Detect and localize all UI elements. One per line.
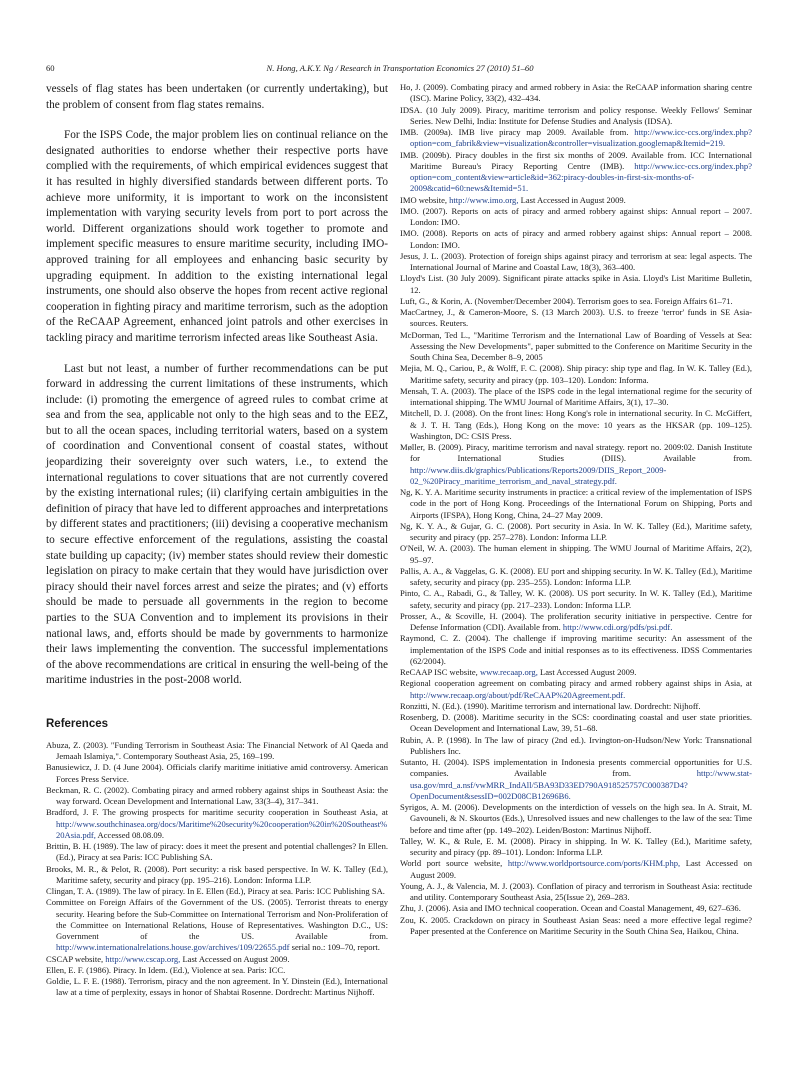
reference-entry: Goldie, L. F. E. (1988). Terrorism, piracy and the non agreement. In Y. Dinstein (Ed.), International law at a time of perplexity, essays in honor of Shabtai Rosenne. Dordrecht: Martinus Nijhoff. [46, 976, 388, 998]
reference-link[interactable]: http://www.recaap.org/about/pdf/ReCAAP%20Agreement.pdf. [410, 689, 626, 700]
reference-entry: Rosenberg, D. (2008). Maritime security in the SCS: coordinating coastal and user state priorities. Ocean Development and International Law, 39, 51–68. [400, 712, 752, 734]
references-heading: References [46, 717, 109, 730]
reference-entry: Talley, W. K., & Rule, E. M. (2008). Piracy in shipping. In W. K. Talley (Ed.), Maritime safety, security and piracy (pp. 89–101). London: Informa LLP. [400, 835, 752, 857]
reference-entry: Luft, G., & Korin, A. (November/December 2004). Terrorism goes to sea. Foreign Affairs 61–71. [400, 295, 733, 306]
reference-entry: Ng, K. Y. A. Maritime security instruments in practice: a critical review of the implementation of ISPS code in the port of Hong Kong. Proceedings of the International Forum on Shipping, Ports and Airports (IFSPA), Hong Kong, China, 24–27 May 2009. [400, 487, 752, 520]
body-paragraph: For the ISPS Code, the major problem lies on continual reliance on the designated authorities to endorse whether their respective ports have complied with the requirements, of which empirical evidences suggest that it has resulted in highly diversified standards between different ports. To achieve more uniformity, it is important to work on the inconsistent implementation with varying security levels from port to port across the world. Different organizations should work together to promote and implement specific measures to ensure maritime security, including IMO-approved training for all employees and enhancing basic security by upgrading equipment. In addition to the existing international legal instruments, one should also observe the hopes from recent active regional cooperation in fighting piracy and maritime terrorism, such as the adoption of the ReCAAP Agreement, enhanced joint patrols and other exercises in tackling piracy and maritime terrorism infected areas like Southeast Asia. [46, 129, 388, 344]
reference-entry: Ellen, E. F. (1986). Piracy. In Idem. (Ed.), Violence at sea. Paris: ICC. [46, 964, 286, 975]
reference-entry: Bradford, J. F. The growing prospects for maritime security cooperation in Southeast Asia, at http://www.southchinasea.org/docs/Maritime%20security%20cooperation%20in%20Southeast%20Asia.pdf, Accessed 08.08.09. [46, 807, 388, 840]
body-paragraph: vessels of flag states has been undertaken (or currently undertaking), but the problem of consent from flag states remains. [46, 83, 388, 111]
reference-entry: ReCAAP ISC website, www.recaap.org, Last Accessed August 2009. [400, 667, 637, 677]
reference-entry: Brittin, B. H. (1989). The law of piracy: does it meet the present and potential challenges? In Ellen. (Ed.), Piracy at sea Paris: ICC Publishing SA. [46, 841, 388, 863]
reference-entry: O'Neil, W. A. (2003). The human element in shipping. The WMU Journal of Maritime Affairs, 2(2), 95–97. [400, 543, 752, 565]
reference-entry: CSCAP website, http://www.cscap.org, Last Accessed on August 2009. [46, 953, 290, 964]
reference-entry: Lloyd's List. (30 July 2009). Significant pirate attacks spike in Asia. Lloyd's List Maritime Bulletin, 12. [400, 273, 752, 295]
references-list-right [400, 82, 752, 937]
reference-entry: Abuza, Z. (2003). "Funding Terrorism in Southeast Asia: The Financial Network of Al Qaeda and Jemaah Islamiya,". Contemporary Southeast Asia, 25, 169–199. [46, 739, 388, 762]
reference-entry: Zhu, J. (2006). Asia and IMO technical cooperation. Ocean and Coastal Management, 49, 627–636. [400, 903, 741, 914]
reference-entry: Sutanto, H. (2004). ISPS implementation in Indonesia presents commercial opportunities for U.S. companies. Available from. http://www.stat-usa.gov/mrd_a.nsf/vwMRR_IndAll/5BA93D33ED790A918525757C000387D4?OpenDocument&sessID=002D08CB12696B6. [400, 757, 752, 801]
reference-entry: Ho, J. (2009). Combating piracy and armed robbery in Asia: the ReCAAP information sharing centre (ISC). Marine Policy, 33(2), 432–434. [400, 82, 752, 104]
reference-entry: Ronzitti, N. (Ed.). (1990). Maritime terrorism and international law. Dordrecht: Nijhoff. [400, 700, 701, 711]
right-column [400, 82, 752, 937]
reference-entry: Banusiewicz, J. D. (4 June 2004). Officials clarify maritime initiative amid controversy. American Forces Press Service. [46, 762, 388, 784]
reference-link[interactable]: http://www.stat-usa.gov/mrd_a.nsf/vwMRR_IndAll/5BA93D33ED790A918525757C000387D4?OpenDocument&sessID=002D08CB12696B6. [410, 768, 752, 801]
reference-entry: IMB. (2009b). Piracy doubles in the first six months of 2009. Available from. ICC International Maritime Bureau's Piracy Reporting Centre (IMB). http://www.icc-ccs.org/index.php?option=com_content&view=article&id=362:piracy-doubles-in-first-six-months-of-2009&catid=60:news&Itemid=51. [400, 149, 752, 194]
page-number: 60 [46, 63, 55, 73]
reference-link[interactable]: http://www.cscap.org, [105, 953, 181, 964]
reference-entry: Committee on Foreign Affairs of the Government of the US. (2005). Terrorist threats to energy security. Hearing before the Sub-Committee on International Terrorism and Non-Proliferation of the Committee on International Relations, House of Representatives. Washington D.C., US: Government of the US. Available from. http://www.internationalrelations.house.gov/archives/109/22655.pdf serial no.: 109–70, report. [46, 897, 388, 953]
reference-entry: IMO. (2007). Reports on acts of piracy and armed robbery against ships: Annual report – 2007. London: IMO. [400, 205, 752, 227]
reference-entry: IMO website, http://www.imo.org, Last Accessed in August 2009. [400, 194, 626, 205]
reference-entry: Mitchell, D. J. (2008). On the front lines: Hong Kong's role in international security. In C. McGiffert, & J. T. H. Tang (Eds.), Hong Kong on the move: 10 years as the HKSAR (pp. 109–125). Washington, DC: CSIS Press. [400, 408, 752, 441]
references-list-left [46, 740, 388, 999]
reference-link[interactable]: www.recaap.org, [479, 667, 538, 677]
reference-entry: Mejia, M. Q., Cariou, P., & Wolff, F. C. (2008). Ship piracy: ship type and flag. In W. K. Talley (Ed.), Maritime safety, security and piracy (pp. 103–120). London: Informa. [400, 363, 752, 385]
reference-link[interactable]: http://www.diis.dk/graphics/Publications/Reports2009/DIIS_Report_2009-02_%20Piracy_maritime_terrorism_and_naval_strategy.pdf. [410, 464, 667, 486]
reference-link[interactable]: http://www.internationalrelations.house.gov/archives/109/22655.pdf [56, 942, 290, 953]
running-header [46, 61, 754, 75]
reference-entry: IMO. (2008). Reports on acts of piracy and armed robbery against ships: Annual report – 2008. London: IMO. [400, 228, 752, 250]
reference-entry: Regional cooperation agreement on combating piracy and armed robbery against ships in Asia, at http://www.recaap.org/about/pdf/ReCAAP%20Agreement.pdf. [400, 678, 752, 700]
reference-entry: World port source website, http://www.worldportsource.com/ports/KHM.php, Last Accessed on August 2009. [400, 858, 752, 880]
running-head-citation: N. Hong, A.K.Y. Ng / Research in Transportation Economics 27 (2010) 51–60 [266, 63, 534, 73]
reference-entry: Pinto, C. A., Rabadi, G., & Talley, W. K. (2008). US port security. In W. K. Talley (Ed.), Maritime safety, security and piracy (pp. 217–233). London: Informa LLP. [400, 588, 752, 610]
reference-entry: Mensah, T. A. (2003). The place of the ISPS code in the legal international regime for the security of international shipping. The WMU Journal of Maritime Affairs, 3(1), 17–30. [400, 385, 752, 407]
reference-link[interactable]: http://www.southchinasea.org/docs/Maritime%20security%20cooperation%20in%20Southeast%20Asia.pdf, [56, 818, 388, 840]
reference-entry: Zou, K. 2005. Crackdown on piracy in Southeast Asian Seas: need a more effective legal regime? Paper presented at the Conference on Maritime Security in the South China Sea, Haikou, China. [400, 914, 752, 936]
reference-link[interactable]: http://www.cdi.org/pdfs/psi.pdf. [562, 622, 673, 632]
reference-entry: Ng, K. Y. A., & Gujar, G. C. (2008). Port security in Asia. In W. K. Talley (Ed.), Maritime safety, security and piracy (pp. 257–278). London: Informa LLP. [400, 520, 752, 542]
reference-entry: Beckman, R. C. (2002). Combating piracy and armed robbery against ships in Southeast Asia: the way forward. Ocean Development and International Law, 33(3–4), 317–341. [46, 784, 388, 807]
reference-entry: Pallis, A. A., & Vaggelas, G. K. (2008). EU port and shipping security. In W. K. Talley (Ed.), Maritime safety, security and piracy (pp. 235–255). London: Informa LLP. [400, 565, 752, 587]
reference-entry: Brooks, M. R., & Pelot, R. (2008). Port security: a risk based perspective. In W. K. Talley (Ed.), Maritime safety, security and piracy (pp. 195–216). London: Informa LLP. [46, 863, 388, 885]
reference-entry: MacCartney, J., & Cameron-Moore, S. (13 March 2003). U.S. to freeze 'terror' funds in SE Asia-sources. Reuters. [400, 307, 752, 329]
reference-entry: Rubin, A. P. (1998). In The law of piracy (2nd ed.). Irvington-on-Hudson/New York: Transnational Publishers Inc. [400, 734, 752, 756]
reference-entry: Jesus, J. L. (2003). Protection of foreign ships against piracy and terrorism at sea: legal aspects. The International Journal of Marine and Coastal Law, 18(3), 363–400. [400, 250, 752, 272]
reference-entry: Syrigos, A. M. (2006). Developments on the interdiction of vessels on the high sea. In A. Strait, M. Gavouneli, & N. Skourtos (Eds.), Unresolved issues and new challenges to the law of the sea: Time before and time after (pp. 149–202). Leiden/Boston: Martinus Nijhoff. [400, 802, 752, 835]
reference-entry: IMB. (2009a). IMB live piracy map 2009. Available from. http://www.icc-ccs.org/index.php?option=com_fabrik&view=visualization&controller=visualization.googlemap&Itemid=219. [400, 127, 752, 149]
reference-entry: IDSA. (10 July 2009). Piracy, maritime terrorism and policy response. Weekly Fellows' Seminar Series. New Delhi, India: Institute for Defense Studies and Analysis (IDSA). [400, 104, 752, 126]
reference-entry: Prosser, A., & Scoville, H. (2004). The proliferation security initiative in perspective. Centre for Defense Information (CDI). Available from. http://www.cdi.org/pdfs/psi.pdf. [400, 610, 752, 632]
reference-entry: Young, A. J., & Valencia, M. J. (2003). Conflation of piracy and terrorism in Southeast Asia: rectitude and utility. Contemporary Southeast Asia, 25(Issue 2), 269–283. [400, 880, 752, 902]
reference-link[interactable]: http://www.worldportsource.com/ports/KHM.php, [507, 858, 681, 869]
reference-entry: Clingan, T. A. (1989). The law of piracy. In E. Ellen (Ed.), Piracy at sea. Paris: ICC Publishing SA. [46, 886, 385, 897]
reference-entry: Raymond, C. Z. (2004). The challenge if improving maritime security: An assessment of the implementation of the ISPS Code and initial responses as to its effectiveness. IDSS Commentaries (62/2004). [400, 633, 752, 666]
left-column [46, 82, 388, 999]
body-paragraph: Last but not least, a number of further recommendations can be put forward in addressing the current limitations of these instruments, which include: (i) promoting the emergence of agreed rules to combat crime at sea and from the sea, applicable not only to the high seas and to the EEZ, but to all the ocean spaces, including territorial waters, based on a system of coordination and Conventional consent of coastal states, without jeopardizing their sovereignty over such waters, i.e., to extend the international regulations to cover situations that are not currently covered by the existing international rules; (ii) clarifying certain ambiguities in the definition of piracy that have led to different approaches and interpretations by different states and practitioners; (iii) devising a cooperative mechanism to secure effective enforcement of the regulations, assisting the coastal state building up capacity; (iv) member states should review their domestic legislation on piracy to make certain that they would have jurisdiction over piracy should their navel forces arrest and seize the pirates; and (v) efforts should be made to persuade all governments in the region to become parties to the SUA Convention and to implement its provisions in their national laws, and, efforts should be made by governments to harmonize their laws implementing the convention. The successful implementations of the above recommendations are critical in ensuring the well-being of the maritime industries in the post-2008 world. [46, 362, 388, 687]
reference-entry: McDorman, Ted L., "Maritime Terrorism and the International Law of Boarding of Vessels at Sea: Assessing the New Developments", paper submitted to the Conference on Maritime Security in the South China Sea, December 8–9, 2005 [400, 329, 752, 362]
reference-entry: Møller, B. (2009). Piracy, maritime terrorism and naval strategy. report no. 2009:02. Danish Institute for International Studies (DIIS). Available from. http://www.diis.dk/graphics/Publications/Reports2009/DIIS_Report_2009-02_%20Piracy_maritime_terrorism_and_naval_strategy.pdf. [400, 442, 752, 486]
reference-link[interactable]: http://www.imo.org, [449, 194, 519, 205]
reference-link[interactable]: http://www.icc-ccs.org/index.php?option=com_content&view=article&id=362:piracy-doubles-in-first-six-months-of-2009&catid=60:news&Itemid=51. [410, 160, 752, 194]
reference-link[interactable]: http://www.icc-ccs.org/index.php?option=com_fabrik&view=visualization&controller=visualization.googlemap&Itemid=219. [410, 127, 752, 149]
